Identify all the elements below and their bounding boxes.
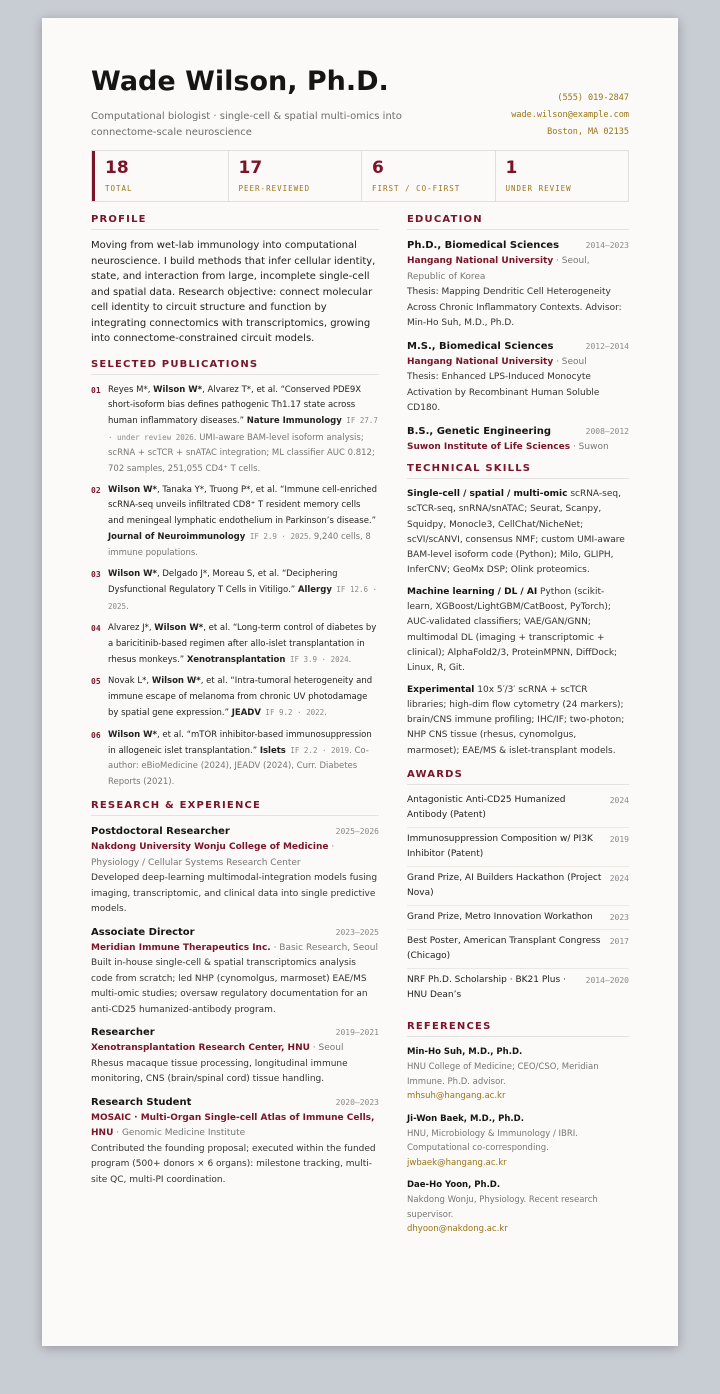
reference-email-link[interactable]: mhsuh@hangang.ac.kr: [407, 1091, 506, 1102]
entry-header: [407, 424, 629, 440]
stat-value: 18: [105, 158, 129, 178]
publication-number: 04: [91, 624, 101, 634]
profile-text: Moving from wet-lab immunology into computational neuroscience. I build methods that infer cellular identity, state, and interaction from large, incomplete single-cell and spatial data. Research objective: connect molecular cell identity to circuit structure and function by integrating connectomics with transcriptomics, growing into connectome-constrained circuit models.: [91, 240, 376, 344]
research-list: [91, 824, 379, 1188]
publication-title: , et al. “mTOR inhibitor-based immunosuppression in allogeneic islet transplantation.”: [108, 729, 372, 757]
organization-location: · Seoul: [309, 1043, 344, 1054]
entry-title: M.S., Biomedical Sciences: [407, 340, 554, 352]
publication-self-author: Wilson W*: [108, 568, 157, 579]
skill-label: Single-cell / spatial / multi-omic: [407, 489, 568, 499]
entry-date: 2020–2023: [335, 1097, 379, 1107]
entry-title: B.S., Genetic Engineering: [407, 425, 552, 437]
publication-item: [91, 383, 379, 477]
reference-info: Nakdong Wonju, Physiology. Recent research supervisor.: [407, 1195, 598, 1220]
reference-email-link[interactable]: dhyoon@nakdong.ac.kr: [407, 1224, 508, 1235]
publication-journal: Xenotransplantation: [186, 655, 286, 665]
stat-peer-reviewed: [228, 151, 362, 201]
publication-self-author: Wilson W*: [151, 676, 201, 687]
award-name: Grand Prize, Metro Innovation Workathon: [407, 912, 593, 923]
award-item: [407, 969, 629, 1007]
education-entry: [407, 339, 629, 417]
entry-organization: [91, 840, 379, 871]
publication-metric: IF 27.7 · under review 2026: [108, 416, 378, 442]
organization-name: Hangang National University: [407, 256, 554, 266]
entry-date: 2014–2023: [585, 241, 629, 250]
section-title-education: EDUCATION: [407, 214, 629, 230]
publication-stats: [91, 150, 629, 202]
section-title-skills: TECHNICAL SKILLS: [407, 463, 629, 479]
entry-description: Thesis: Enhanced LPS-Induced Monocyte Activation by Recombinant Human Soluble CD180.: [407, 372, 600, 413]
award-list: [407, 789, 629, 1007]
skill-group: [407, 487, 629, 579]
entry-header: [91, 925, 379, 941]
publication-citation: [108, 383, 379, 477]
reference-item: [407, 1112, 629, 1171]
research-entry: [91, 824, 379, 918]
publication-title: , Tanaka Y*, Truong P*, et al. “Immune cell-enriched scRNA-seq unveils infiltrated CD8⁺ T resident memory cells and meningeal lymphatic endothelium in Parkinson’s disease.”: [108, 484, 378, 526]
reference-list: [407, 1045, 629, 1237]
skill-label: Machine learning / DL / AI: [407, 586, 538, 597]
publication-journal: Journal of Neuroimmunology: [108, 532, 246, 543]
publication-metric: IF 3.9 · 2024: [285, 655, 349, 664]
entry-organization: [407, 254, 629, 285]
award-item: [407, 867, 629, 906]
organization-name: Suwon Institute of Life Sciences: [407, 441, 571, 452]
publication-item: [91, 728, 379, 791]
publication-note: . UMI-aware BAM-level isoform analysis; scRNA + scTCR + snATAC integration; ML classifier AUC 0.812; 702 samples, 251,055 CD4⁺ T cells.: [108, 432, 375, 474]
entry-date: 2025–2026: [335, 827, 379, 837]
publication-self-author: Wilson W*: [108, 484, 157, 495]
organization-location: · Genomic Medicine Institute: [113, 1128, 246, 1139]
publication-journal: Allergy: [297, 585, 332, 596]
reference-email-link[interactable]: jwbaek@hangang.ac.kr: [407, 1157, 507, 1168]
publication-metric: IF 2.2 · 2019: [285, 746, 350, 756]
stat-value: 17: [238, 158, 263, 178]
organization-name: Nakdong University Wonju College of Medicine: [91, 842, 329, 853]
publication-citation: [108, 728, 379, 791]
stat-value: 6: [372, 158, 384, 178]
research-entry: [91, 1025, 379, 1088]
entry-header: [91, 1095, 379, 1111]
publication-number: 03: [91, 569, 101, 579]
publication-number: 02: [91, 485, 101, 495]
publication-metric: IF 2.9 · 2025: [245, 532, 309, 542]
skill-group: [407, 585, 629, 677]
award-name: NRF Ph.D. Scholarship · BK21 Plus · HNU Dean’s: [407, 975, 566, 1001]
section-title-publications: SELECTED PUBLICATIONS: [91, 359, 379, 375]
publication-citation: [108, 674, 379, 721]
award-name: Immunosuppression Composition w/ PI3K Inhibitor (Patent): [407, 834, 593, 860]
stat-label: PEER-REVIEWED: [238, 184, 311, 193]
stat-label: FIRST / CO-FIRST: [372, 184, 461, 193]
award-item: [407, 906, 629, 930]
publication-citation: [108, 621, 379, 668]
entry-organization: [407, 440, 629, 456]
award-item: [407, 789, 629, 828]
publication-title: , et al. “Intra-tumoral heterogeneity and immune escape of melanoma from chronic UV photodamage by spatial gene expression.”: [108, 676, 373, 719]
entry-title: Associate Director: [91, 926, 195, 938]
research-entry: [91, 1095, 379, 1189]
right-column: [407, 214, 629, 1245]
entry-header: [407, 238, 629, 254]
section-title-profile: PROFILE: [91, 214, 379, 230]
organization-location: · Seoul, Republic of Korea: [407, 256, 590, 282]
section-title-references: REFERENCES: [407, 1021, 629, 1037]
candidate-name: Wade Wilson, Ph.D.: [91, 66, 389, 97]
publication-coauthors: Novak L*,: [108, 676, 152, 687]
publication-item: [91, 567, 379, 615]
publication-title: , et al. “Long-term control of diabetes by a baricitinib-based regimen after allo-islet transplantation in rhesus monkeys.”: [108, 623, 377, 665]
publication-citation: [108, 483, 379, 561]
publication-metric: IF 12.6 · 2025: [108, 585, 378, 611]
publication-journal: Islets: [259, 746, 286, 757]
publication-item: [91, 674, 379, 721]
stat-first-author: [361, 151, 495, 201]
award-item: [407, 930, 629, 969]
publication-self-author: Wilson W*: [153, 384, 203, 395]
publication-self-author: Wilson W*: [154, 623, 204, 634]
resume-page: [42, 18, 678, 1346]
reference-name: Min-Ho Suh, M.D., Ph.D.: [407, 1047, 523, 1058]
entry-description: Contributed the founding proposal; executed within the funded program (500+ donors × 6 organs): milestone tracking, multi-site QC, multi-PI coordination.: [91, 1143, 376, 1185]
entry-title: Postdoctoral Researcher: [91, 826, 230, 838]
publication-note: . 9,240 cells, 8 immune populations.: [108, 532, 371, 558]
publication-journal: JEADV: [231, 708, 261, 719]
entry-organization: [91, 1111, 379, 1142]
award-date: 2024: [609, 874, 629, 884]
publication-number: 06: [91, 730, 101, 740]
section-title-research: RESEARCH & EXPERIENCE: [91, 800, 379, 816]
publication-coauthors: Alvarez J*,: [108, 623, 155, 634]
section-title-awards: AWARDS: [407, 769, 629, 785]
publication-title: , Delgado J*, Moreau S, et al. “Deciphering Dysfunctional Regulatory T Cells in Vitiligo.”: [108, 568, 338, 596]
publication-note: .: [126, 601, 129, 612]
entry-description: Developed deep-learning multimodal-integration models fusing imaging, transcriptomic, and clinical data into single predictive models.: [91, 873, 378, 915]
education-entry: [407, 424, 629, 456]
entry-date: 2019–2021: [335, 1028, 379, 1038]
publication-list: [91, 383, 379, 791]
publication-self-author: Wilson W*: [108, 729, 157, 740]
tagline: Computational biologist · single-cell & spatial multi-omics into connectome-scale neuroscience: [91, 111, 402, 138]
education-entry: [407, 238, 629, 332]
phone: (555) 019-2847: [557, 93, 629, 103]
entry-header: [91, 824, 379, 840]
stat-under-review: [495, 151, 629, 201]
research-entry: [91, 925, 379, 1019]
award-name: Antagonistic Anti-CD25 Humanized Antibody (Patent): [407, 795, 566, 821]
organization-name: Hangang National University: [407, 356, 554, 367]
award-date: 2017: [609, 937, 629, 947]
entry-title: Researcher: [91, 1027, 155, 1039]
award-name: Best Poster, American Transplant Congress (Chicago): [407, 936, 601, 962]
publication-number: 05: [91, 677, 101, 687]
publication-number: 01: [91, 385, 101, 395]
entry-organization: [407, 355, 629, 371]
reference-info: HNU, Microbiology & Immunology / IBRI. Computational co-corresponding.: [407, 1128, 578, 1154]
location: Boston, MA 02135: [547, 127, 629, 137]
organization-name: Meridian Immune Therapeutics Inc.: [91, 942, 271, 953]
publication-title: , Alvarez T*, et al. “Conserved PDE9X short-isoform bias defines pathogenic Th1.17 state across human inflammatory diseases.”: [108, 384, 362, 427]
publication-item: [91, 483, 379, 561]
skill-text: 10x 5′/3′ scRNA + scTCR libraries; high-dim flow cytometry (24 markers); brain/CNS immune profiling; IHC/IF; two-photon; NHP CNS tissue (rhesus, cynomolgus, marmoset); EAE/MS & islet-transplant models.: [407, 684, 625, 756]
entry-organization: [91, 941, 379, 957]
entry-date: 2012–2014: [585, 341, 629, 351]
entry-header: [407, 339, 629, 355]
publication-journal: Nature Immunology: [246, 416, 342, 427]
reference-item: [407, 1045, 629, 1104]
stat-total: [92, 151, 228, 201]
organization-location: · Suwon: [570, 441, 609, 452]
organization-location: · Physiology / Cellular Systems Research Center: [91, 842, 335, 868]
organization-location: · Basic Research, Seoul: [270, 942, 378, 953]
publication-citation: [108, 567, 379, 615]
reference-name: Ji-Won Baek, M.D., Ph.D.: [407, 1113, 524, 1124]
stat-value: 1: [505, 158, 518, 178]
education-list: [407, 238, 629, 455]
publication-coauthors: Reyes M*,: [108, 384, 154, 395]
entry-description: Rhesus macaque tissue processing, longitudinal immune monitoring, CNS (brain/spinal cord) tissue handling.: [91, 1058, 348, 1085]
skill-text: scRNA-seq, scTCR-seq, snRNA/snATAC; Seurat, Scanpy, Squidpy, Monocle3, CellChat/NicheNet; scVI/scANVI, consensus NMF; custom UMI-aware BAM-level isoform code (Python); Milo, GLIPH, InferCNV; GeoMx DSP; Olink proteomics.: [407, 489, 625, 576]
organization-name: Xenotransplantation Research Center, HNU: [91, 1043, 310, 1054]
publication-note: . Co-author: eBioMedicine (2024), JEADV (2024), Curr. Diabetes Reports (2021).: [108, 746, 369, 787]
organization-location: · Seoul: [553, 356, 587, 367]
contact-block: [511, 90, 629, 141]
organization-name: MOSAIC · Multi-Organ Single-cell Atlas of Immune Cells, HNU: [91, 1112, 375, 1139]
publication-note: .: [324, 708, 327, 719]
reference-item: [407, 1178, 629, 1237]
publication-note: .: [348, 655, 352, 665]
reference-info: HNU College of Medicine; CEO/CSO, Meridian Immune. Ph.D. advisor.: [407, 1062, 599, 1087]
entry-title: Ph.D., Biomedical Sciences: [407, 240, 560, 251]
award-name: Grand Prize, AI Builders Hackathon (Project Nova): [407, 873, 602, 899]
entry-header: [91, 1025, 379, 1041]
stat-label: UNDER REVIEW: [505, 184, 572, 193]
award-date: 2019: [609, 835, 629, 845]
skill-group: [407, 683, 629, 759]
publication-item: [91, 621, 379, 668]
award-date: 2024: [609, 796, 629, 806]
publication-metric: IF 9.2 · 2022: [260, 708, 325, 718]
entry-title: Research Student: [91, 1096, 192, 1108]
entry-date: 2023–2025: [335, 927, 379, 937]
reference-name: Dae-Ho Yoon, Ph.D.: [407, 1180, 501, 1191]
entry-description: Built in-house single-cell & spatial transcriptomics analysis code from scratch; led NHP (cynomolgus, marmoset) EAE/MS multi-omic studies; oversaw regulatory documentation for an anti-CD25 humanized-antibody program.: [91, 958, 368, 1015]
award-item: [407, 828, 629, 867]
email-link[interactable]: wade.wilson@example.com: [511, 110, 629, 120]
entry-description: Thesis: Mapping Dendritic Cell Heterogeneity Across Chronic Inflammatory Contexts. Advisor: Min-Ho Suh, M.D., Ph.D.: [407, 287, 622, 328]
entry-date: 2008–2012: [585, 426, 629, 436]
skill-text: Python (scikit-learn, XGBoost/LightGBM/CatBoost, PyTorch); AUC-validated classifiers; VAE/GAN/GNN; multimodal DL (imaging + transcriptomic + clinical); AlphaFold2/3, ProteinMPNN, DiffDock; Linux, R, Git.: [407, 586, 618, 674]
left-column: [91, 214, 379, 1195]
entry-organization: [91, 1041, 379, 1057]
skill-list: [407, 487, 629, 759]
award-date: 2023: [609, 913, 629, 923]
award-date: 2014–2020: [585, 976, 629, 986]
skill-label: Experimental: [407, 684, 475, 695]
stat-label: TOTAL: [105, 184, 133, 193]
